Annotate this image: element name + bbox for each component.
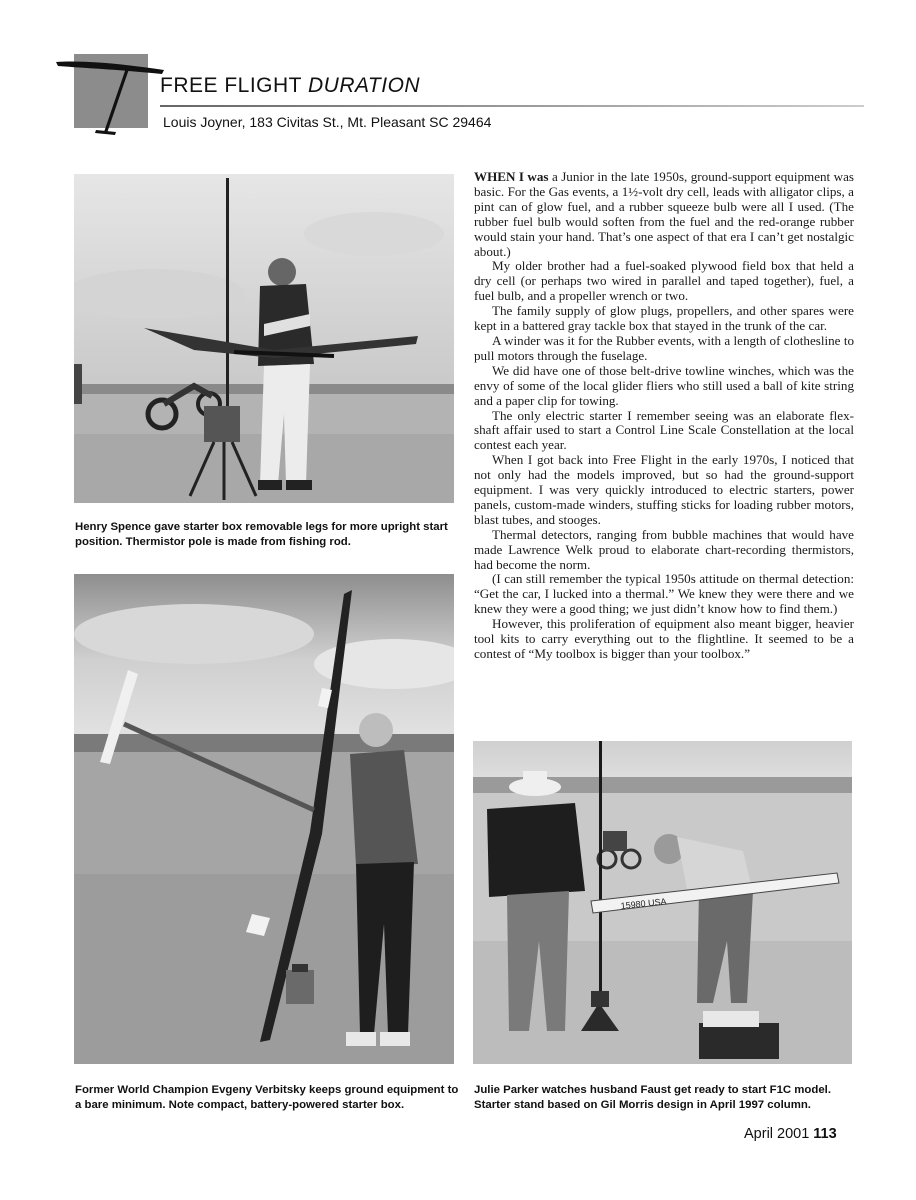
author-line: Louis Joyner, 183 Civitas St., Mt. Pleasant SC 29464 [163, 114, 492, 130]
photo-evgeny-verbitsky [74, 574, 454, 1064]
article-paragraph: However, this proliferation of equipment also meant bigger, heavier tool kits to carry everything out to the flightline. It seemed to be a contest of “My toolbox is bigger than your toolbox.” [474, 616, 854, 661]
column-title-main: FREE FLIGHT [160, 74, 302, 97]
article-paragraph: My older brother had a fuel-soaked plywood field box that held a dry cell (or perhaps two wired in parallel and taped together), fuel, a fuel bulb, and a propeller wrench or two. [474, 258, 854, 304]
article-paragraph: When I got back into Free Flight in the early 1970s, I noticed that not only had the models improved, but so had the ground-support equipment. I was very quickly introduced to electric starters, power panels, custom-made winders, stuffing sticks for loading rubber motors, blast tubes, and stooges. [474, 452, 854, 527]
photo-julie-faust-parker [473, 741, 852, 1064]
article-body [474, 170, 854, 662]
article-paragraph: WHEN I was a Junior in the late 1950s, ground-support equipment was basic. For the Gas events, a 1½-volt dry cell, leads with alligator clips, a pint can of glow fuel, and a rubber squeeze bulb were all I used. (The rubber fuel bulb would soften from the fuel and the red-orange rubber would stain your hand. That’s one aspect of that era I can’t get nostalgic about.) [474, 169, 854, 259]
issue-date: April 2001 [744, 1126, 810, 1142]
glider-logo-icon [54, 54, 166, 140]
article-paragraph: We did have one of those belt-drive towline winches, which was the envy of some of the local glider fliers who still used a ball of kite string and a paper clip for towing. [474, 362, 854, 408]
article-lead-in: WHEN I was [474, 169, 549, 184]
page-footer [744, 1126, 837, 1142]
article-paragraph: Thermal detectors, ranging from bubble machines that would have made Lawrence Welk proud to elaborate chart-recording thermistors, had become the norm. [474, 526, 854, 572]
wing-marking: 15980 USA [620, 896, 668, 911]
page-number: 113 [813, 1126, 837, 1142]
header-rule [160, 105, 864, 107]
caption-photo2: Former World Champion Evgeny Verbitsky keeps ground equipment to a bare minimum. Note compact, battery-powered starter box. [75, 1084, 459, 1111]
photo-henry-spence [74, 174, 454, 503]
article-paragraph: (I can still remember the typical 1950s attitude on thermal detection: “Get the car, I lucked into a thermal.” We knew they were there and we knew they were a good thing; we just didn’t know how to find them.) [474, 571, 854, 617]
caption-photo3: Julie Parker watches husband Faust get ready to start F1C model. Starter stand based on Gil Morris design in April 1997 column. [474, 1084, 832, 1111]
article-paragraph: A winder was it for the Rubber events, with a length of clothesline to pull motors through the fuselage. [474, 332, 854, 363]
column-title-sub: DURATION [307, 74, 421, 97]
article-paragraph: The only electric starter I remember seeing was an elaborate flex-shaft affair used to start a Control Line Scale Constellation at the local contest each year. [474, 407, 854, 453]
caption-photo1: Henry Spence gave starter box removable legs for more upright start position. Thermistor pole is made from fishing rod. [75, 521, 448, 548]
column-title [160, 74, 420, 98]
article-paragraph: The family supply of glow plugs, propellers, and other spares were kept in a battered gray tackle box that stayed in the trunk of the car. [474, 303, 854, 334]
